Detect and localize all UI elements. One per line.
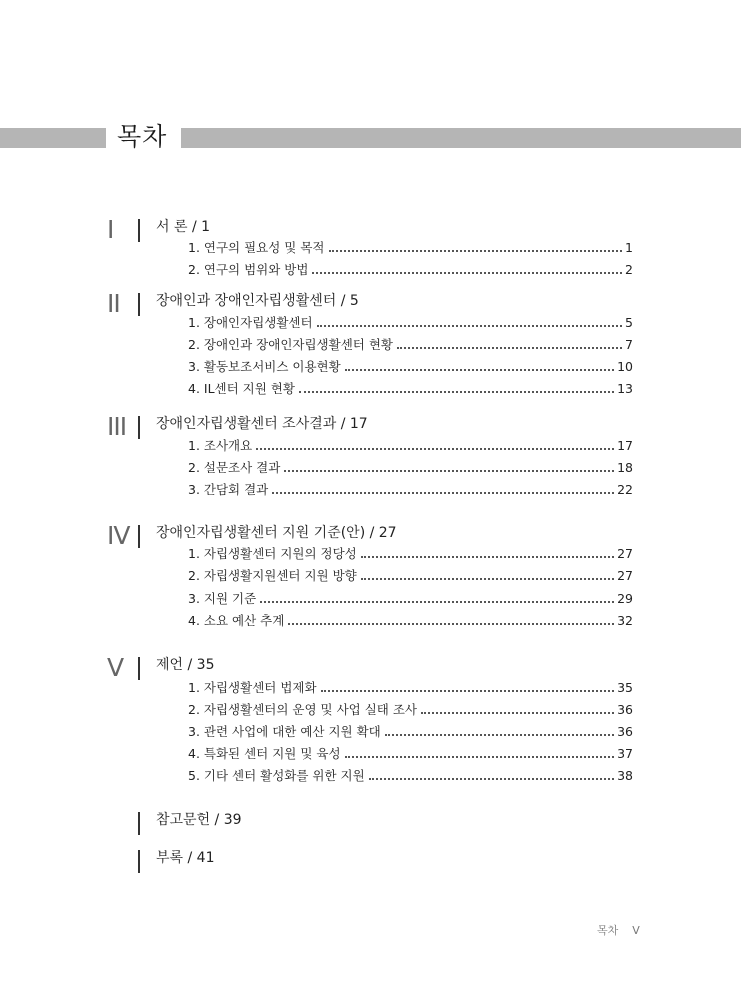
chapter-title[interactable]: 서 론 / 1 — [156, 219, 211, 235]
toc-entry[interactable] — [188, 478, 633, 498]
dot-leader — [361, 556, 614, 558]
dot-leader — [256, 448, 614, 450]
page-title: 목차 — [117, 122, 168, 151]
chapter-numeral: II — [107, 289, 120, 318]
chapter-divider — [138, 657, 140, 680]
toc-entry-page: 36 — [617, 702, 633, 717]
toc-entry-page: 13 — [617, 381, 633, 396]
toc-entry-page: 29 — [617, 591, 633, 606]
toc-entry[interactable] — [188, 311, 633, 331]
toc-entry[interactable] — [188, 742, 633, 762]
toc-entry-label: 2. 장애인과 장애인자립생활센터 현황 — [188, 337, 393, 352]
chapter-title[interactable]: 장애인과 장애인자립생활센터 / 5 — [156, 293, 359, 309]
toc-entry-page: 5 — [625, 315, 633, 330]
dot-leader — [312, 272, 622, 274]
chapter-title[interactable]: 제언 / 35 — [156, 657, 215, 673]
chapter-divider — [138, 219, 140, 242]
chapter-divider — [138, 850, 140, 873]
toc-entry-label: 1. 조사개요 — [188, 438, 253, 453]
chapter-title[interactable]: 부록 / 41 — [156, 850, 215, 866]
dot-leader — [369, 778, 614, 780]
dot-leader — [284, 470, 614, 472]
dot-leader — [345, 369, 614, 371]
dot-leader — [299, 391, 614, 393]
footer-section: 목차 — [597, 924, 619, 937]
toc-entry-page: 18 — [617, 460, 633, 475]
toc-entry-page: 10 — [617, 359, 633, 374]
dot-leader — [288, 623, 614, 625]
toc-entry[interactable] — [188, 333, 633, 353]
chapter-divider — [138, 812, 140, 835]
toc-entry-label: 5. 기타 센터 활성화를 위한 지원 — [188, 768, 365, 783]
toc-entry-label: 3. 간담회 결과 — [188, 482, 269, 497]
toc-entry-page: 27 — [617, 568, 633, 583]
dot-leader — [317, 325, 622, 327]
toc-entry-label: 4. IL센터 지원 현황 — [188, 381, 295, 396]
chapter-numeral: III — [107, 412, 127, 441]
dot-leader — [397, 347, 622, 349]
chapter-divider — [138, 293, 140, 316]
dot-leader — [260, 601, 614, 603]
toc-entry-label: 3. 관련 사업에 대한 예산 지원 확대 — [188, 724, 381, 739]
toc-entry-label: 4. 특화된 센터 지원 및 육성 — [188, 746, 341, 761]
toc-entry-page: 37 — [617, 746, 633, 761]
toc-entry-label: 2. 자립생활센터의 운영 및 사업 실태 조사 — [188, 702, 417, 717]
toc-entry-page: 17 — [617, 438, 633, 453]
chapter-divider — [138, 525, 140, 548]
toc-entry[interactable] — [188, 236, 633, 256]
toc-entry[interactable] — [188, 434, 633, 454]
toc-entry-page: 36 — [617, 724, 633, 739]
toc-entry-page: 2 — [625, 262, 633, 277]
dot-leader — [329, 250, 623, 252]
toc-entry-page: 38 — [617, 768, 633, 783]
toc-entry-page: 27 — [617, 546, 633, 561]
chapter-numeral: I — [107, 215, 114, 244]
toc-entry-page: 1 — [625, 240, 633, 255]
toc-entry-label: 2. 연구의 범위와 방법 — [188, 262, 309, 277]
dot-leader — [421, 712, 614, 714]
toc-entry-label: 1. 장애인자립생활센터 — [188, 315, 313, 330]
chapter-title[interactable]: 장애인자립생활센터 조사결과 / 17 — [156, 416, 368, 432]
toc-entry-label: 2. 자립생활지원센터 지원 방향 — [188, 568, 357, 583]
toc-entry[interactable] — [188, 720, 633, 740]
chapter-divider — [138, 416, 140, 439]
dot-leader — [321, 690, 615, 692]
toc-entry[interactable] — [188, 764, 633, 784]
banner-bar-right — [181, 128, 741, 148]
toc-entry[interactable] — [188, 564, 633, 584]
toc-entry-page: 7 — [625, 337, 633, 352]
toc-entry-label: 2. 설문조사 결과 — [188, 460, 281, 475]
toc-entry-page: 22 — [617, 482, 633, 497]
toc-entry[interactable] — [188, 258, 633, 278]
banner-bar-left — [0, 128, 106, 148]
toc-entry-label: 3. 활동보조서비스 이용현황 — [188, 359, 341, 374]
toc-entry[interactable] — [188, 676, 633, 696]
toc-entry-label: 1. 자립생활센터 지원의 정당성 — [188, 546, 357, 561]
toc-entry-page: 32 — [617, 613, 633, 628]
dot-leader — [345, 756, 615, 758]
toc-entry[interactable] — [188, 355, 633, 375]
dot-leader — [385, 734, 614, 736]
toc-entry-page: 35 — [617, 680, 633, 695]
page-footer — [597, 922, 640, 938]
chapter-title[interactable]: 참고문헌 / 39 — [156, 812, 242, 828]
toc-entry[interactable] — [188, 377, 633, 397]
toc-entry[interactable] — [188, 698, 633, 718]
toc-entry[interactable] — [188, 542, 633, 562]
dot-leader — [361, 578, 614, 580]
chapter-numeral: IV — [107, 521, 130, 550]
toc-entry-label: 1. 자립생활센터 법제화 — [188, 680, 317, 695]
dot-leader — [272, 492, 614, 494]
toc-entry-label: 1. 연구의 필요성 및 목적 — [188, 240, 325, 255]
toc-entry[interactable] — [188, 587, 633, 607]
toc-entry[interactable] — [188, 609, 633, 629]
toc-banner — [0, 122, 741, 151]
chapter-title[interactable]: 장애인자립생활센터 지원 기준(안) / 27 — [156, 525, 397, 541]
chapter-numeral: V — [107, 653, 124, 682]
toc-entry-label: 4. 소요 예산 추계 — [188, 613, 285, 628]
toc-entry[interactable] — [188, 456, 633, 476]
footer-page-number: V — [632, 924, 640, 937]
toc-entry-label: 3. 지원 기준 — [188, 591, 257, 606]
